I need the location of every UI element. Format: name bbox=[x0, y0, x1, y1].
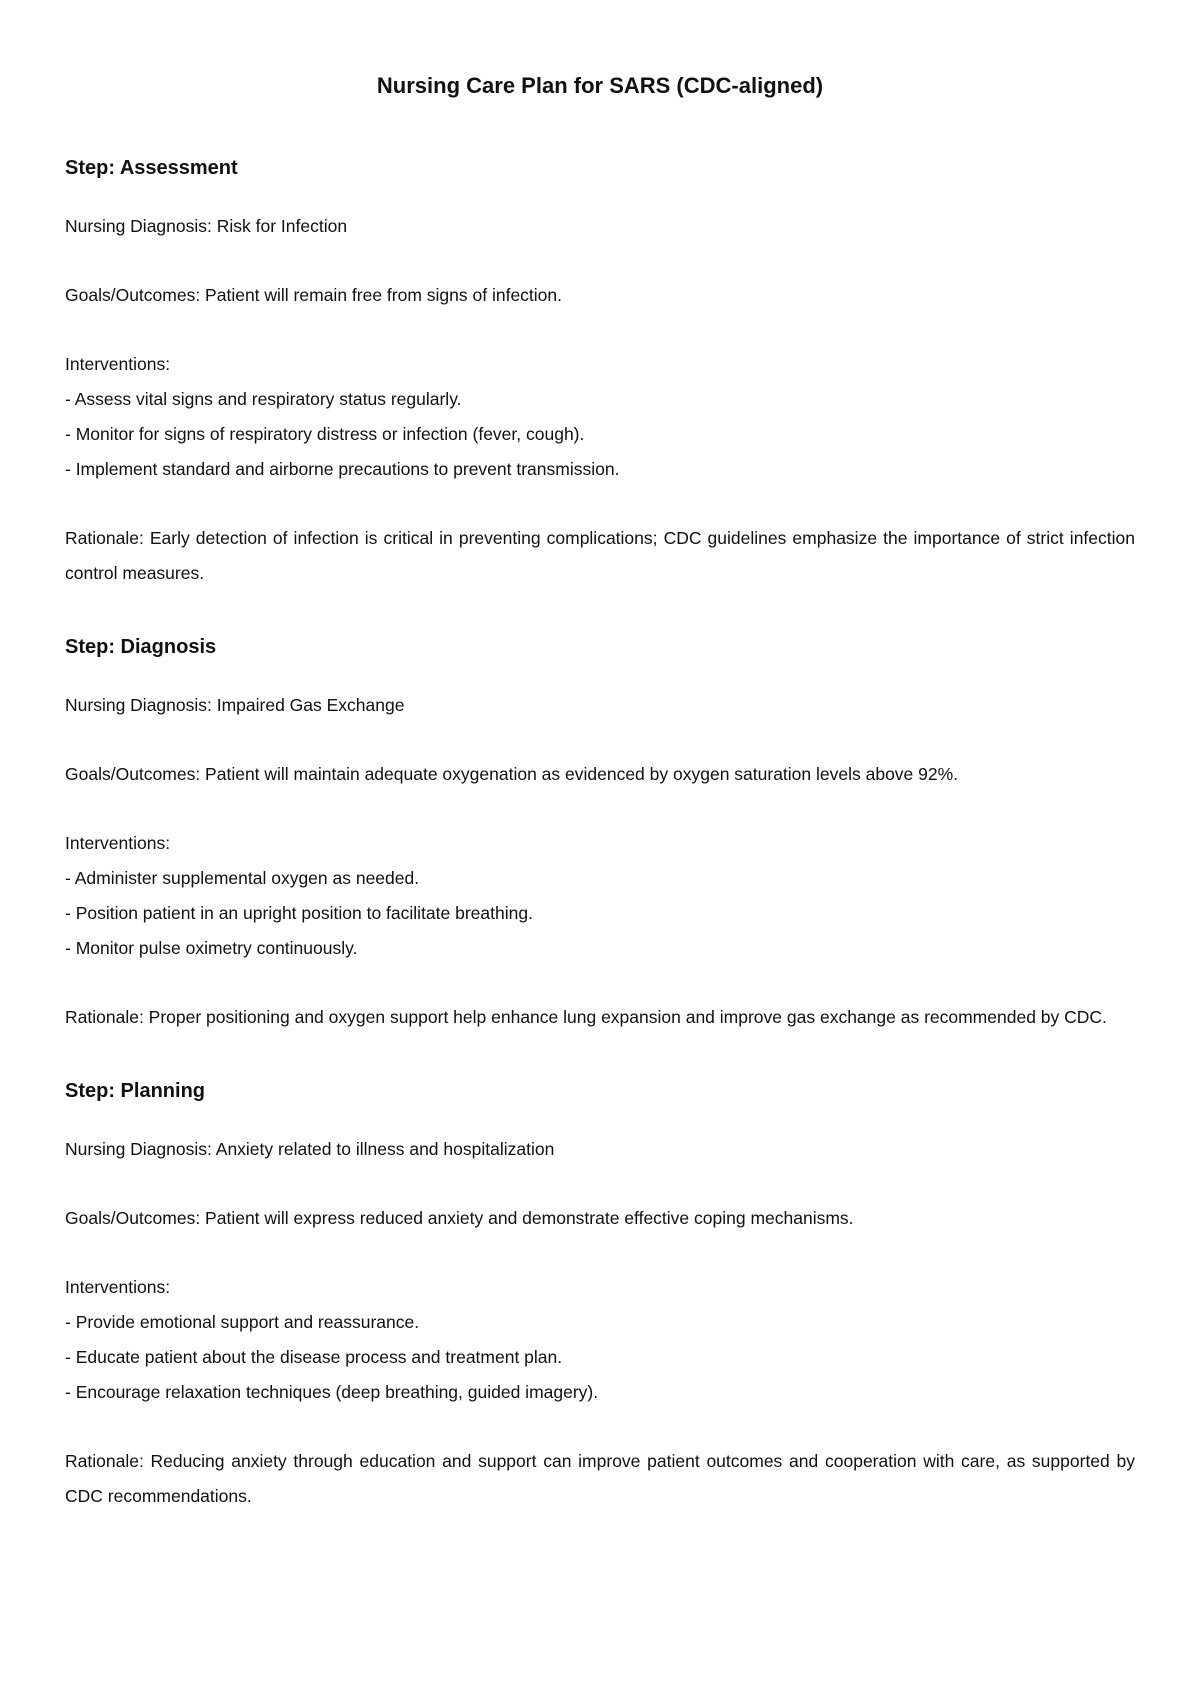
intervention-item: - Provide emotional support and reassurance. bbox=[65, 1312, 420, 1332]
goals-outcomes: Goals/Outcomes: Patient will express reduced anxiety and demonstrate effective coping mechanisms. bbox=[65, 1208, 854, 1228]
intervention-item: - Implement standard and airborne precautions to prevent transmission. bbox=[65, 459, 620, 479]
step-heading: Step: Planning bbox=[65, 1080, 205, 1102]
interventions-label: Interventions: bbox=[65, 1277, 171, 1297]
intervention-item: - Position patient in an upright position to facilitate breathing. bbox=[65, 903, 533, 923]
intervention-list bbox=[65, 1305, 1135, 1410]
goals-outcomes: Goals/Outcomes: Patient will remain free from signs of infection. bbox=[65, 285, 563, 305]
document-title: Nursing Care Plan for SARS (CDC-aligned) bbox=[376, 73, 824, 98]
step-heading: Step: Diagnosis bbox=[65, 636, 217, 658]
section-assessment bbox=[65, 155, 1135, 591]
intervention-item: - Monitor for signs of respiratory distress or infection (fever, cough). bbox=[65, 424, 585, 444]
nursing-diagnosis: Nursing Diagnosis: Risk for Infection bbox=[65, 216, 348, 236]
nursing-diagnosis: Nursing Diagnosis: Anxiety related to illness and hospitalization bbox=[65, 1139, 555, 1159]
intervention-item: - Assess vital signs and respiratory status regularly. bbox=[65, 389, 462, 409]
rationale: Rationale: Early detection of infection is critical in preventing complications; CDC guidelines emphasize the importance of strict infection control measures. bbox=[65, 528, 1135, 583]
section-diagnosis bbox=[65, 634, 1135, 1035]
rationale: Rationale: Proper positioning and oxygen support help enhance lung expansion and improve gas exchange as recommended by CDC. bbox=[65, 1007, 1107, 1027]
intervention-list bbox=[65, 861, 1135, 966]
intervention-item: - Encourage relaxation techniques (deep breathing, guided imagery). bbox=[65, 1382, 599, 1402]
intervention-item: - Administer supplemental oxygen as needed. bbox=[65, 868, 420, 888]
interventions-label: Interventions: bbox=[65, 354, 171, 374]
interventions-label: Interventions: bbox=[65, 833, 171, 853]
intervention-list bbox=[65, 382, 1135, 487]
intervention-item: - Educate patient about the disease process and treatment plan. bbox=[65, 1347, 563, 1367]
step-heading: Step: Assessment bbox=[65, 157, 238, 179]
nursing-diagnosis: Nursing Diagnosis: Impaired Gas Exchange bbox=[65, 695, 405, 715]
intervention-item: - Monitor pulse oximetry continuously. bbox=[65, 938, 358, 958]
goals-outcomes: Goals/Outcomes: Patient will maintain adequate oxygenation as evidenced by oxygen saturation levels above 92%. bbox=[65, 764, 959, 784]
section-planning bbox=[65, 1078, 1135, 1514]
rationale: Rationale: Reducing anxiety through education and support can improve patient outcomes and cooperation with care, as supported by CDC recommendations. bbox=[65, 1451, 1135, 1506]
